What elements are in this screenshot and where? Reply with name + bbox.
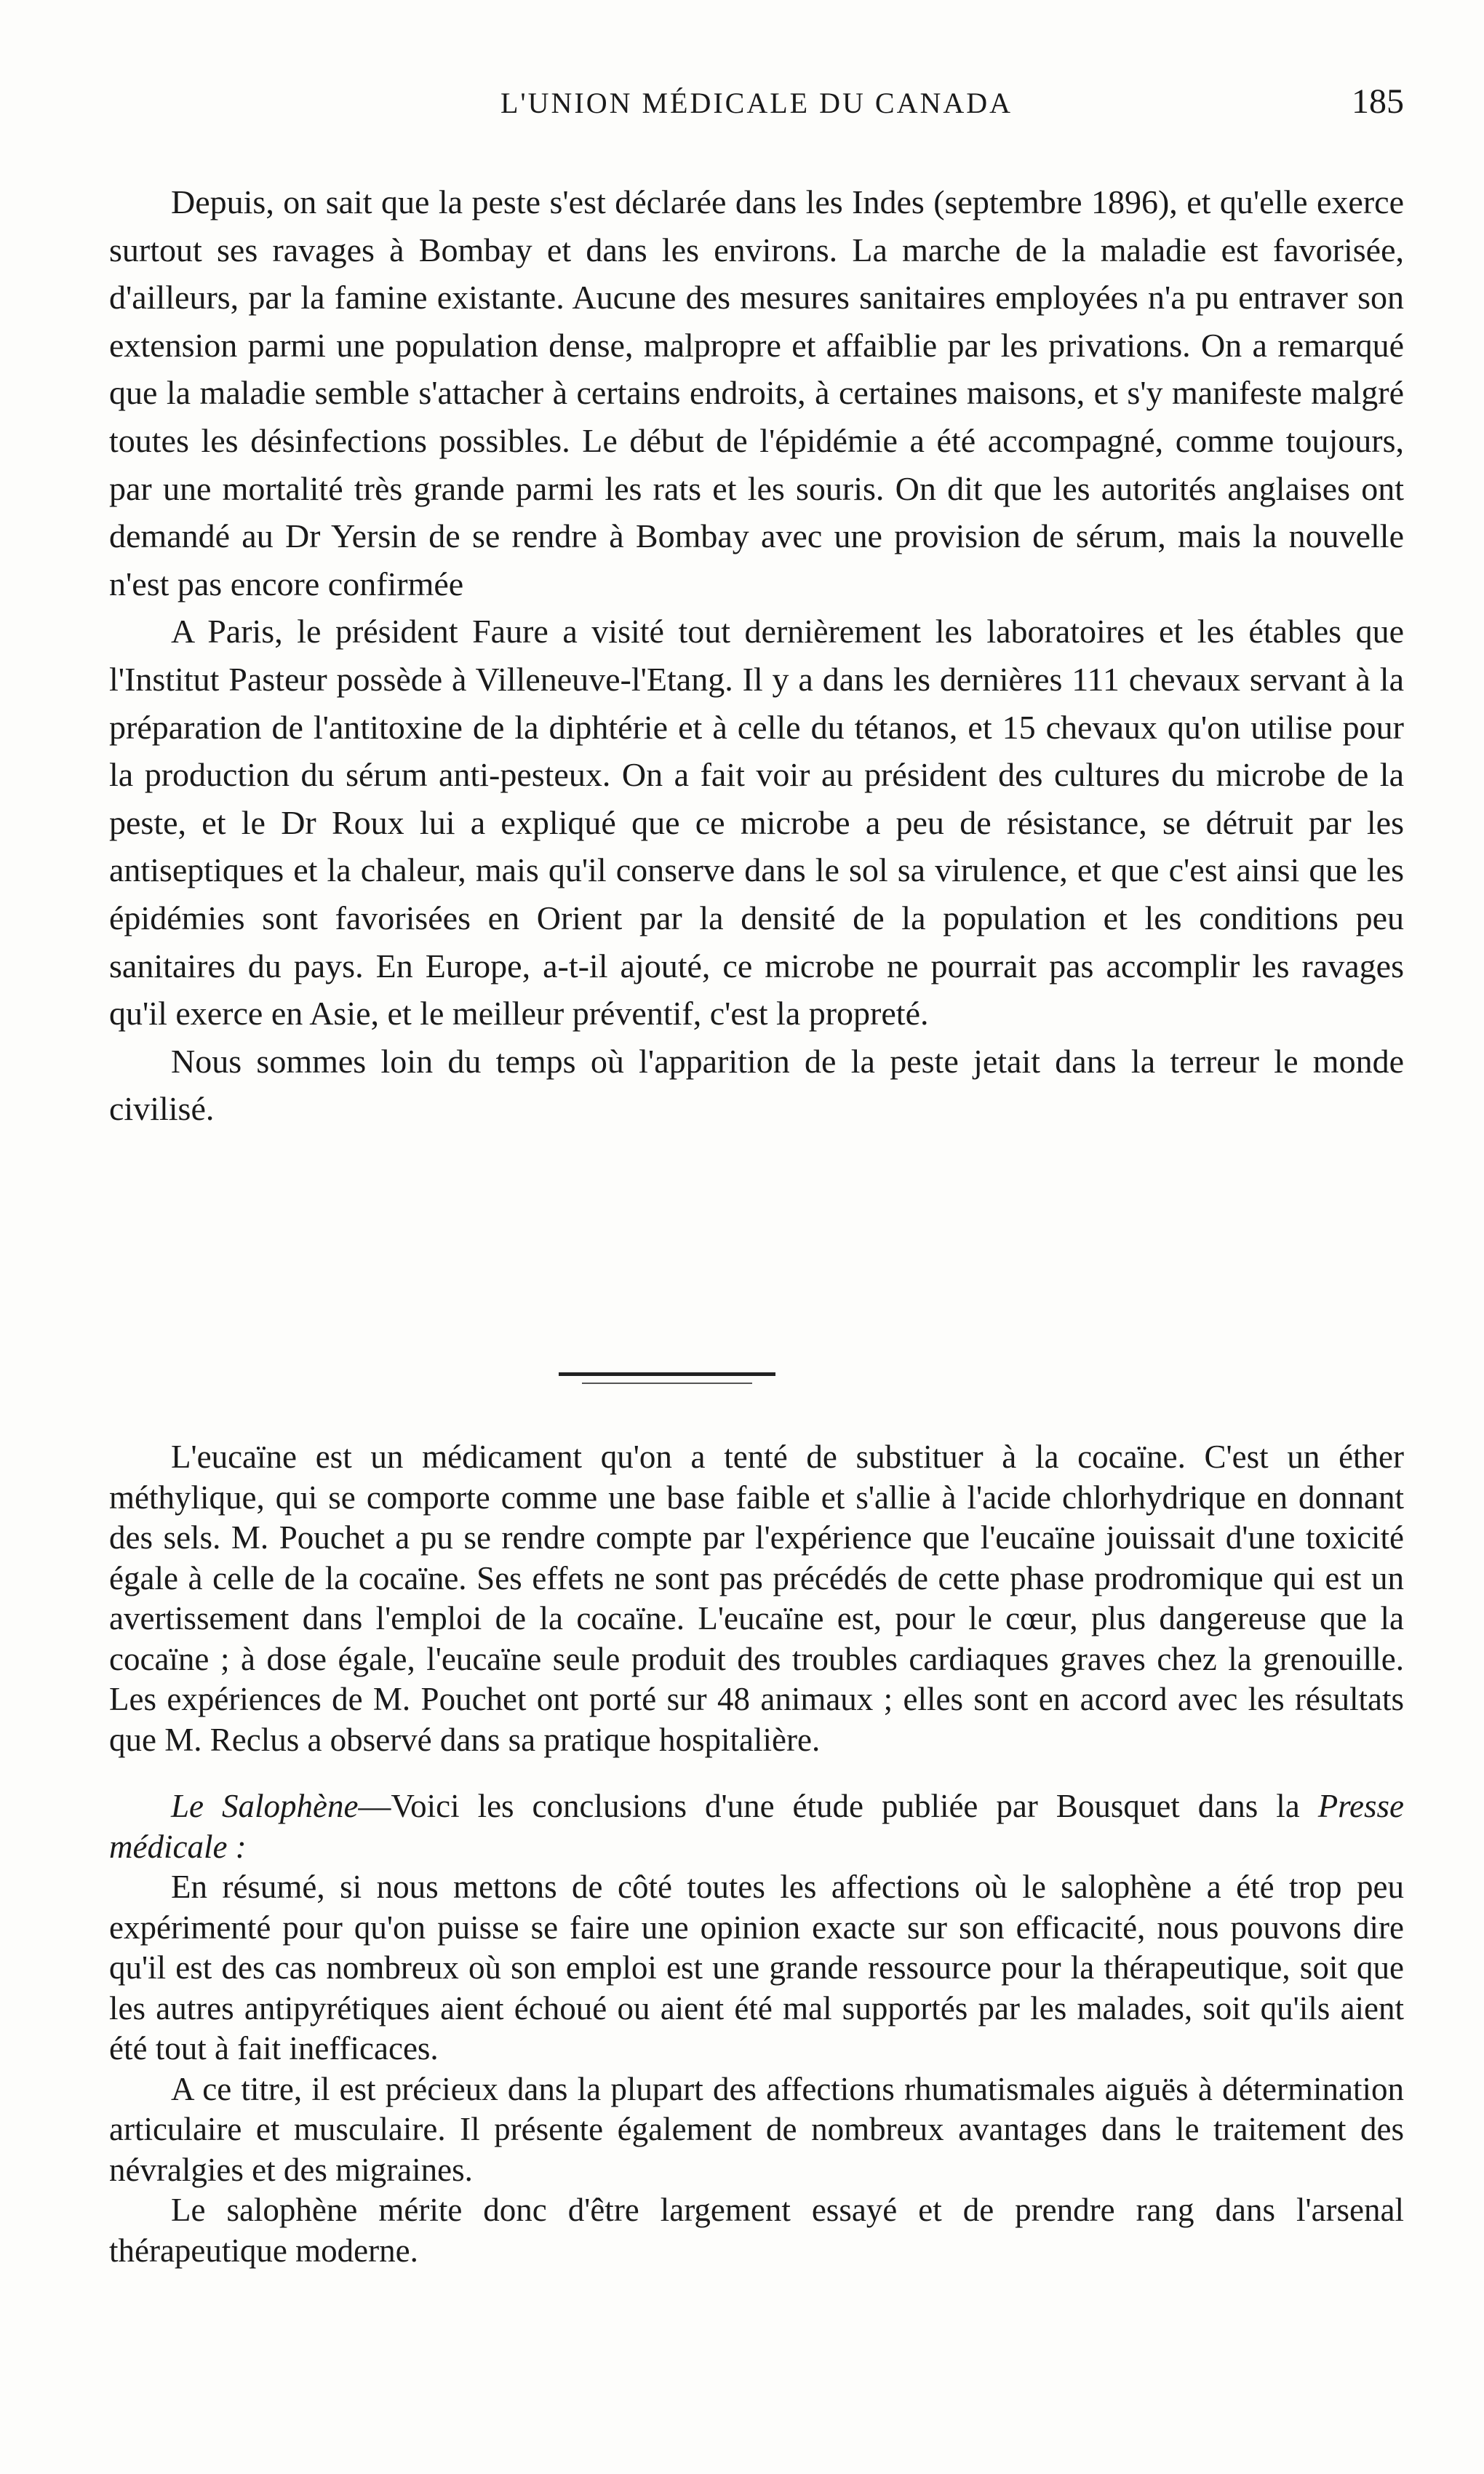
salophene-intro-text: —Voici les conclusions d'une étude publiée par Bousquet dans la — [358, 1788, 1318, 1824]
salophene-title: Le Salophène — [171, 1788, 359, 1824]
paragraph-eucaine: L'eucaïne est un médicament qu'on a tenté de substituer à la cocaïne. C'est un éther méthylique, qui se comporte comme une base faible et s'allie à l'acide chlorhydrique en donnant des sels. M. Pouchet a pu se rendre compte par l'expérience que l'eucaïne jouissait d'une toxicité égale à celle de la cocaïne. Ses effets ne sont pas précédés de cette phase prodromique qui est un avertissement dans l'emploi de la cocaïne. L'eucaïne est, pour le cœur, plus dangereuse que la cocaïne ; à dose égale, l'eucaïne seule produit des troubles cardiaques graves chez la grenouille. Les expériences de M. Pouchet ont porté sur 48 animaux ; elles sont en accord avec les résultats que M. Reclus a observé dans sa pratique hospitalière. — [109, 1439, 1404, 1758]
pharmacology-notes — [109, 1437, 1404, 2271]
section-divider-thin — [582, 1383, 752, 1384]
paragraph: A Paris, le président Faure a visité tout dernièrement les laboratoires et les étables que l'Institut Pasteur possède à Villeneuve-l'Etang. Il y a dans les dernières 111 chevaux servant à la préparation de l'antitoxine de la diphtérie et à celle du tétanos, et 15 chevaux qu'on utilise pour la production du sérum anti-pesteux. On a fait voir au président des cultures du microbe de la peste, et le Dr Roux lui a expliqué que ce microbe a peu de résistance, se détruit par les antiseptiques et la chaleur, mais qu'il conserve dans le sol sa virulence, et que c'est ainsi que les épidémies sont favorisées en Orient par la densité de la population et les conditions peu sanitaires du pays. En Europe, a-t-il ajouté, ce microbe ne pourrait pas accomplir les ravages qu'il exerce en Asie, et le meilleur préventif, c'est la propreté. — [109, 613, 1404, 1033]
paragraph-salophene-intro — [109, 1786, 1404, 1867]
paragraph: Nous sommes loin du temps où l'apparition de la peste jetait dans la terreur le monde civilisé. — [109, 1042, 1404, 1128]
plague-article — [109, 178, 1404, 1133]
paragraph: Depuis, on sait que la peste s'est déclarée dans les Indes (septembre 1896), et qu'elle exerce surtout ses ravages à Bombay et dans les environs. La marche de la maladie est favorisée, d'ailleurs, par la famine existante. Aucune des mesures sanitaires employées n'a pu entraver son extension parmi une population dense, malpropre et affaiblie par les privations. On a remarqué que la maladie semble s'attacher à certains endroits, à certaines maisons, et s'y manifeste malgré toutes les désinfections possibles. Le début de l'épidémie a été accompagné, comme toujours, par une mortalité très grande parmi les rats et les souris. On dit que les autorités anglaises ont demandé au Dr Yersin de se rendre à Bombay avec une provision de sérum, mais la nouvelle n'est pas encore confirmée — [109, 183, 1404, 602]
page-number: 185 — [1352, 82, 1404, 121]
journal-name: Presse médicale : — [109, 1788, 1404, 1865]
paragraph: En résumé, si nous mettons de côté toutes les affections où le salophène a été trop peu expérimenté pour qu'on puisse se faire une opinion exacte sur son efficacité, nous pouvons dire qu'il est des cas nombreux où son emploi est une grande ressource pour la thérapeutique, soit que les autres antipyrétiques aient échoué ou aient été mal supportés par les malades, soit qu'ils aient été tout à fait inefficaces. — [109, 1869, 1404, 2067]
running-head — [109, 82, 1404, 130]
paragraph: A ce titre, il est précieux dans la plupart des affections rhumatismales aiguës à détermination articulaire et musculaire. Il présente également de nombreux avantages dans le traitement des névralgies et des migraines. — [109, 2070, 1404, 2188]
running-title: L'UNION MÉDICALE DU CANADA — [500, 87, 1013, 119]
section-divider — [559, 1372, 775, 1376]
paragraph: Le salophène mérite donc d'être largement essayé et de prendre rang dans l'arsenal thérapeutique moderne. — [109, 2192, 1404, 2269]
